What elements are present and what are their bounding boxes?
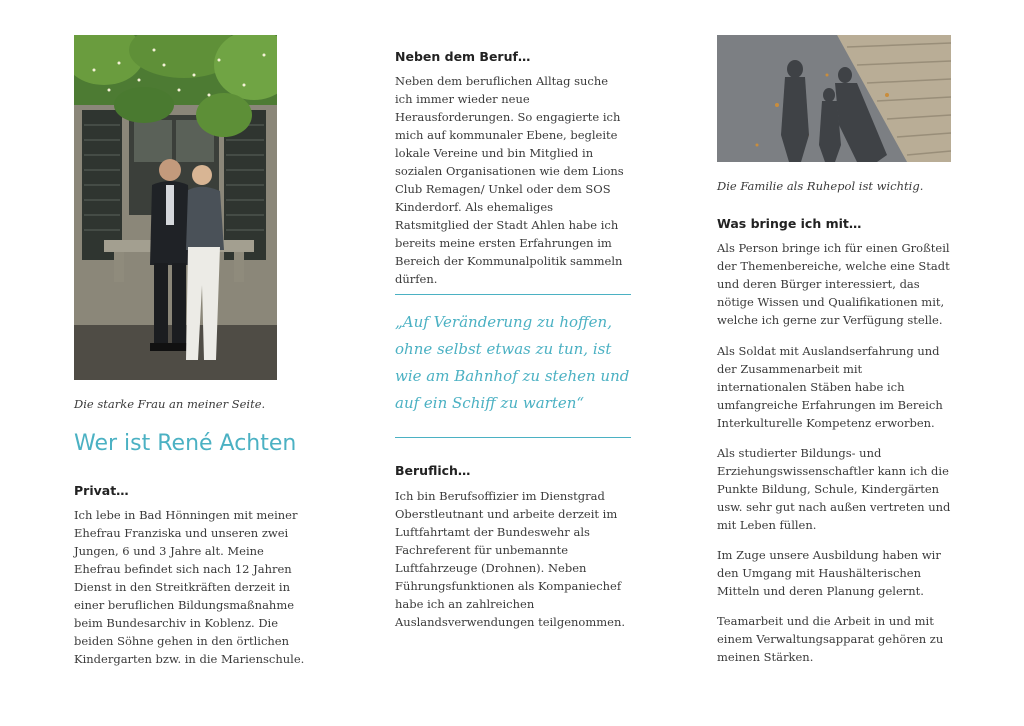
private-heading: Privat… bbox=[74, 483, 129, 498]
side-text: Neben dem beruflichen Alltag suche ich immer wieder neue Herausforderungen. So engagierte ich mich auf kommunaler Ebene, begleite lokale Vereine und bin Mitglied in sozialen Organisationen wie dem Lions Club Remagen/ Unkel oder dem SOS Kinderdorf. Als ehemaliges Ratsmitglied der Stadt Ahlen habe ich bereits meine ersten Erfahrungen im Bereich der Kommunalpolitik sammeln dürfen. bbox=[395, 74, 624, 286]
quote-top-rule bbox=[395, 294, 631, 295]
qualification-paragraph: Im Zuge unsere Ausbildung haben wir den Umgang mit Haushälterischen Mitteln und deren Planung gelernt. bbox=[717, 548, 941, 598]
quote-text: „Auf Veränderung zu hoffen, ohne selbst etwas zu tun, ist wie am Bahnhof zu stehen und auf ein Schiff zu warten“ bbox=[395, 313, 630, 412]
right-photo-caption: Die Familie als Ruhepol ist wichtig. bbox=[717, 179, 924, 193]
side-heading: Neben dem Beruf… bbox=[395, 49, 531, 64]
family-shadow-illustration bbox=[717, 35, 951, 162]
family-shadow-photo bbox=[717, 35, 951, 162]
qualification-paragraph: Teamarbeit und die Arbeit in und mit einem Verwaltungsapparat gehören zu meinen Stärken. bbox=[717, 614, 944, 664]
couple-photo-illustration bbox=[74, 35, 277, 380]
page-title: Wer ist René Achten bbox=[74, 431, 297, 456]
couple-photo bbox=[74, 35, 277, 380]
qualification-paragraph: Als Person bringe ich für einen Großteil der Themenbereiche, welche eine Stadt und deren Bürger interessiert, das nötige Wissen und Qualifikationen mit, welche ich gerne zur Verfügung stelle. bbox=[717, 241, 950, 327]
qualification-paragraph: Als studierter Bildungs- und Erziehungswissenschaftler kann ich die Punkte Bildung, Schule, Kindergärten usw. sehr gut nach außen vertreten und mit Leben füllen. bbox=[717, 446, 951, 532]
left-photo-caption: Die starke Frau an meiner Seite. bbox=[74, 397, 266, 411]
quote-bottom-rule bbox=[395, 437, 631, 438]
qualification-paragraph: Als Soldat mit Auslandserfahrung und der Zusammenarbeit mit internationalen Stäben habe ich umfangreiche Erfahrungen im Bereich Interkulturelle Kompetenz erworben. bbox=[717, 344, 943, 430]
job-text: Ich bin Berufsoffizier im Dienstgrad Oberstleutnant und arbeite derzeit im Luftfahrtamt der Bundeswehr als Fachreferent für unbemannte Luftfahrzeuge (Drohnen). Neben Führungsfunktionen als Kompaniechef habe ich an zahlreichen Auslandsverwendungen teilgenommen. bbox=[395, 489, 626, 629]
qualifications-heading: Was bringe ich mit… bbox=[717, 216, 862, 231]
job-heading: Beruflich… bbox=[395, 463, 471, 478]
private-text: Ich lebe in Bad Hönningen mit meiner Ehefrau Franziska und unseren zwei Jungen, 6 und 3 Jahre alt. Meine Ehefrau befindet sich nach 12 Jahren Dienst in den Streitkräften derzeit in einer beruflichen Bildungsmaßnahme beim Bundesarchiv in Koblenz. Die beiden Söhne gehen in den örtlichen Kindergarten bzw. in die Marienschule. bbox=[74, 508, 305, 666]
